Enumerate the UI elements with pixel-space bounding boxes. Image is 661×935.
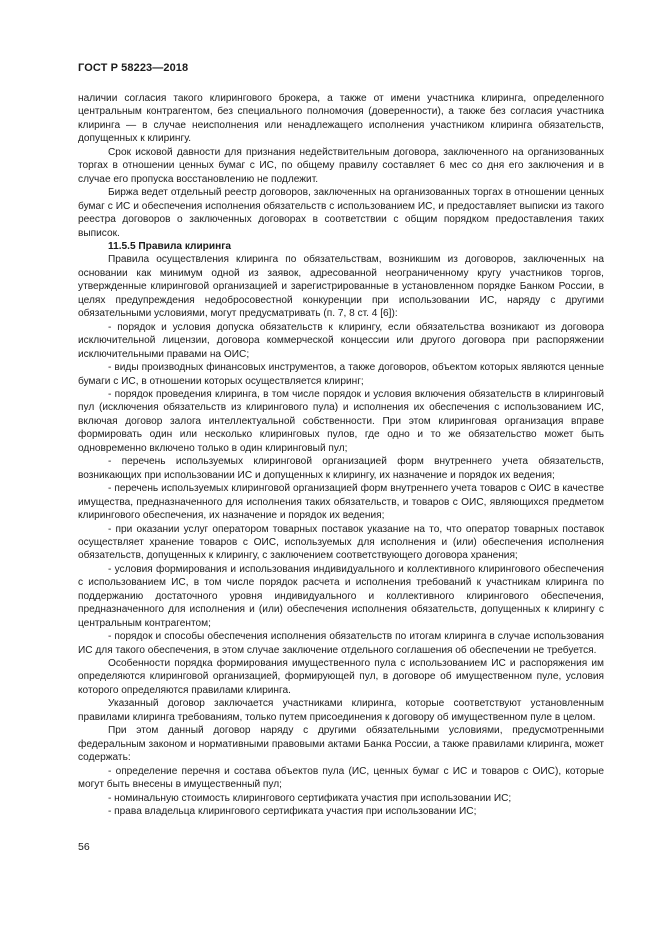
paragraph: При этом данный договор наряду с другими обязательными условиями, предусмотренными федеральным законом и нормативными правовыми актами Банка России, а также правилами клиринга, может содержать: <box>78 725 604 764</box>
list-item: - при оказании услуг оператором товарных поставок указание на то, что оператор товарных поставок осуществляет хранение товаров с ОИС, используемых для исполнения и (или) обеспечения исполнения обязательств, допущенных к клирингу, с заключением соответствующего договора хранения; <box>78 523 604 562</box>
paragraph: Указанный договор заключается участниками клиринга, которые соответствуют установленным правилами клиринга требованиям, только путем присоединения к договору об имущественном пуле в целом. <box>78 698 604 723</box>
paragraph: Правила осуществления клиринга по обязательствам, возникшим из договоров, заключенных на основании как минимум одной из заявок, адресованной неограниченному кругу участников торгов, утвержденные клиринговой организацией и зарегистрированные в установленном порядке Банком России, в целях предупреждения недобросовестной конкуренции при использовании ИС, наряду с другими обязательными условиями, могут предусматривать (п. 7, 8 ст. 4 [6]): <box>78 254 604 320</box>
list-item: - порядок и способы обеспечения исполнения обязательств по итогам клиринга в случае использования ИС для такого обеспечения, в этом случае заключение отдельного соглашения об обеспечении не требуется. <box>78 631 604 656</box>
document-body <box>78 92 604 818</box>
list-item: - порядок проведения клиринга, в том числе порядок и условия включения обязательств в клиринговый пул (исключения обязательств из клирингового пула) и исполнения их обеспечения с использованием ИС, включая договор залога интеллектуальной собственности. При этом клиринговая организация вправе формировать один или несколько клиринговых пулов, где одно и то же обязательство может быть одновременно включено только в один клиринговый пул; <box>78 388 604 454</box>
paragraph-continuation: наличии согласия такого клирингового брокера, а также от имени участника клиринга, определенного центральным контрагентом, без специального полномочия (доверенности), а также без согласия участника клиринга — в случае неисполнения или ненадлежащего исполнения участником клиринга обязательств, допущенных к клирингу. <box>78 93 604 145</box>
list-item: - номинальную стоимость клирингового сертификата участия при использовании ИС; <box>108 792 512 804</box>
section-heading: 11.5.5 Правила клиринга <box>108 240 232 252</box>
document-header: ГОСТ Р 58223—2018 <box>78 62 189 74</box>
list-item: - определение перечня и состава объектов пула (ИС, ценных бумаг с ИС и товаров с ОИС), которые могут быть внесены в имущественный пул; <box>78 765 604 791</box>
paragraph: Срок исковой давности для признания недействительным договора, заключенного на организованных торгах в отношении ценных бумаг с ИС, по общему правилу составляет 6 мес со дня его заключения и в случае его пропуска восстановлению не подлежит. <box>78 146 604 185</box>
list-item: - условия формирования и использования индивидуального и коллективного клирингового обеспечения с использованием ИС, в том числе порядок расчета и исполнения требований к участникам клиринга по поддержанию достаточного уровня индивидуального и коллективного клирингового обеспечения, предназначенного для исполнения и (или) обеспечения исполнения обязательств, допущенных к клирингу с центральным контрагентом; <box>78 563 604 629</box>
list-item: - виды производных финансовых инструментов, а также договоров, объектом которых являются ценные бумаги с ИС, в отношении которых осуществляется клиринг; <box>78 362 604 387</box>
list-item: - перечень используемых клиринговой организацией форм внутреннего учета товаров с ОИС в качестве имущества, предназначенного для исполнения таких обязательств, и товаров с ОИС, являющихся предметом клирингового обеспечения, их назначение и порядок их ведения; <box>78 483 604 522</box>
list-item: - перечень используемых клиринговой организацией форм внутреннего учета обязательств, возникающих при использовании ИС и допущенных к клирингу, их назначение и порядок их ведения; <box>78 456 604 481</box>
paragraph: Биржа ведет отдельный реестр договоров, заключенных на организованных торгах в отношении ценных бумаг с ИС и обеспечения исполнения обязательств с использованием ИС, и предоставляет выписки из такого реестра договоров о заключенных договорах в соответствии с общим порядком предоставления таких выписок. <box>78 187 604 239</box>
list-item: - порядок и условия допуска обязательств к клирингу, если обязательства возникают из договора исключительной лицензии, договора коммерческой концессии или другого договора при распоряжении исключительными правами на ОИС; <box>78 321 604 360</box>
page-number: 56 <box>78 841 90 853</box>
paragraph: Особенности порядка формирования имущественного пула с использованием ИС и распоряжения им определяются клиринговой организацией, формирующей пул, в договоре об имущественном пуле, условия которого определяются правилами клиринга. <box>78 658 604 696</box>
list-item: - права владельца клирингового сертификата участия при использовании ИС; <box>108 806 477 818</box>
